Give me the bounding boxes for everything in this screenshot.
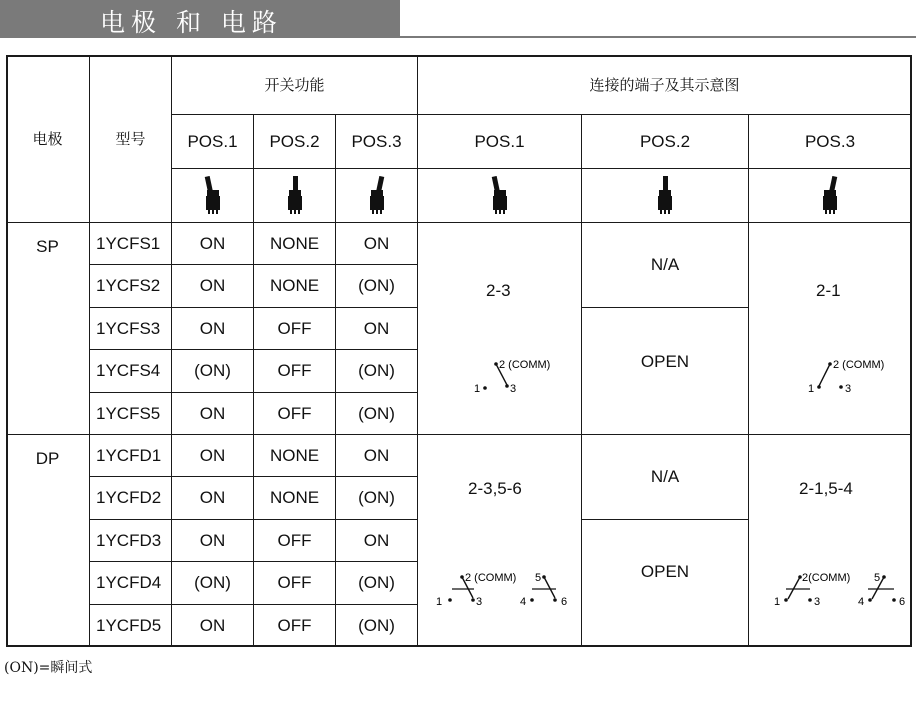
func-cell: (ON) [336, 562, 418, 605]
header-conn-pos1: POS.1 [418, 115, 582, 169]
model-cell: 1YCFD5 [90, 605, 172, 647]
conn-sp-pos3-text: 2-1 [816, 281, 841, 300]
model-cell: 1YCFS5 [90, 393, 172, 435]
conn-sp-pos1 [418, 223, 582, 435]
func-cell: (ON) [336, 477, 418, 520]
terminal-1-label: 1 [774, 596, 781, 608]
toggle-switch-icon [820, 176, 840, 216]
func-cell: OFF [254, 562, 336, 605]
header-func-pos1: POS.1 [172, 115, 254, 169]
func-cell: (ON) [172, 350, 254, 393]
toggle-cell [418, 169, 582, 223]
toggle-switch-icon [203, 176, 223, 216]
func-cell: NONE [254, 265, 336, 308]
conn-sp-pos2-open: OPEN [582, 308, 749, 435]
func-cell: NONE [254, 223, 336, 265]
func-cell: (ON) [336, 393, 418, 435]
comm-label: 2 (COMM) [833, 359, 885, 371]
comm-label: 2(COMM) [802, 572, 851, 584]
model-cell: 1YCFS4 [90, 350, 172, 393]
terminal-3-label: 3 [476, 596, 483, 608]
toggle-switch-icon [367, 176, 387, 216]
model-cell: 1YCFS1 [90, 223, 172, 265]
model-cell: 1YCFD3 [90, 520, 172, 562]
conn-sp-pos3 [749, 223, 912, 435]
terminal-1-label: 1 [474, 383, 481, 395]
dp-pos1-circuit-diagram [430, 567, 580, 609]
header-terminal-diagram: 连接的端子及其示意图 [418, 55, 912, 115]
terminal-5-label: 5 [535, 572, 542, 584]
conn-sp-pos1-text: 2-3 [486, 281, 511, 300]
func-cell: (ON) [336, 350, 418, 393]
comm-label: 2 (COMM) [465, 572, 517, 584]
conn-sp-pos2-na: N/A [582, 223, 749, 308]
conn-dp-pos2-open: OPEN [582, 520, 749, 647]
func-cell: ON [172, 477, 254, 520]
sp-pos3-circuit-diagram [802, 355, 902, 395]
func-cell: ON [172, 308, 254, 350]
terminal-6-label: 6 [899, 596, 906, 608]
func-cell: NONE [254, 435, 336, 477]
terminal-4-label: 4 [858, 596, 865, 608]
header-pole: 电极 [6, 55, 90, 223]
header-conn-pos2: POS.2 [582, 115, 749, 169]
toggle-cell [254, 169, 336, 223]
conn-dp-pos1-text: 2-3,5-6 [468, 479, 522, 498]
header-func-pos2: POS.2 [254, 115, 336, 169]
model-cell: 1YCFS3 [90, 308, 172, 350]
conn-dp-pos3 [749, 435, 912, 647]
page-title: 电极 和 电路 [100, 8, 283, 37]
terminal-3-label: 3 [814, 596, 821, 608]
comm-label: 2 (COMM) [499, 359, 551, 371]
toggle-switch-icon [655, 176, 675, 216]
func-cell: ON [172, 605, 254, 647]
model-cell: 1YCFS2 [90, 265, 172, 308]
terminal-5-label: 5 [874, 572, 881, 584]
title-rule [400, 36, 916, 38]
header-model: 型号 [90, 55, 172, 223]
func-cell: ON [336, 435, 418, 477]
model-cell: 1YCFD2 [90, 477, 172, 520]
model-cell: 1YCFD1 [90, 435, 172, 477]
conn-dp-pos1 [418, 435, 582, 647]
func-cell: OFF [254, 520, 336, 562]
sp-pos1-circuit-diagram [470, 355, 570, 395]
conn-dp-pos2-na: N/A [582, 435, 749, 520]
terminal-3-label: 3 [845, 383, 852, 395]
header-conn-pos3: POS.3 [749, 115, 912, 169]
func-cell: ON [336, 308, 418, 350]
pole-label-dp: DP [6, 435, 90, 647]
title-banner [0, 0, 400, 38]
toggle-cell [336, 169, 418, 223]
func-cell: OFF [254, 605, 336, 647]
func-cell: ON [336, 520, 418, 562]
func-cell: ON [336, 223, 418, 265]
terminal-6-label: 6 [561, 596, 568, 608]
func-cell: ON [172, 393, 254, 435]
dp-pos3-circuit-diagram [764, 567, 914, 609]
toggle-cell [582, 169, 749, 223]
pole-label-sp: SP [6, 223, 90, 435]
func-cell: (ON) [336, 265, 418, 308]
func-cell: OFF [254, 308, 336, 350]
func-cell: ON [172, 223, 254, 265]
func-cell: OFF [254, 393, 336, 435]
footnote: (ON)=瞬间式 [4, 660, 93, 676]
func-cell: OFF [254, 350, 336, 393]
toggle-switch-icon [490, 176, 510, 216]
terminal-1-label: 1 [436, 596, 443, 608]
toggle-cell [172, 169, 254, 223]
func-cell: ON [172, 435, 254, 477]
func-cell: (ON) [172, 562, 254, 605]
toggle-switch-icon [285, 176, 305, 216]
model-cell: 1YCFD4 [90, 562, 172, 605]
terminal-4-label: 4 [520, 596, 527, 608]
terminal-3-label: 3 [510, 383, 517, 395]
func-cell: (ON) [336, 605, 418, 647]
header-switch-function: 开关功能 [172, 55, 418, 115]
conn-dp-pos3-text: 2-1,5-4 [799, 479, 853, 498]
terminal-1-label: 1 [808, 383, 815, 395]
toggle-cell [749, 169, 912, 223]
func-cell: ON [172, 520, 254, 562]
header-func-pos3: POS.3 [336, 115, 418, 169]
poles-circuits-table [6, 55, 912, 647]
func-cell: ON [172, 265, 254, 308]
func-cell: NONE [254, 477, 336, 520]
